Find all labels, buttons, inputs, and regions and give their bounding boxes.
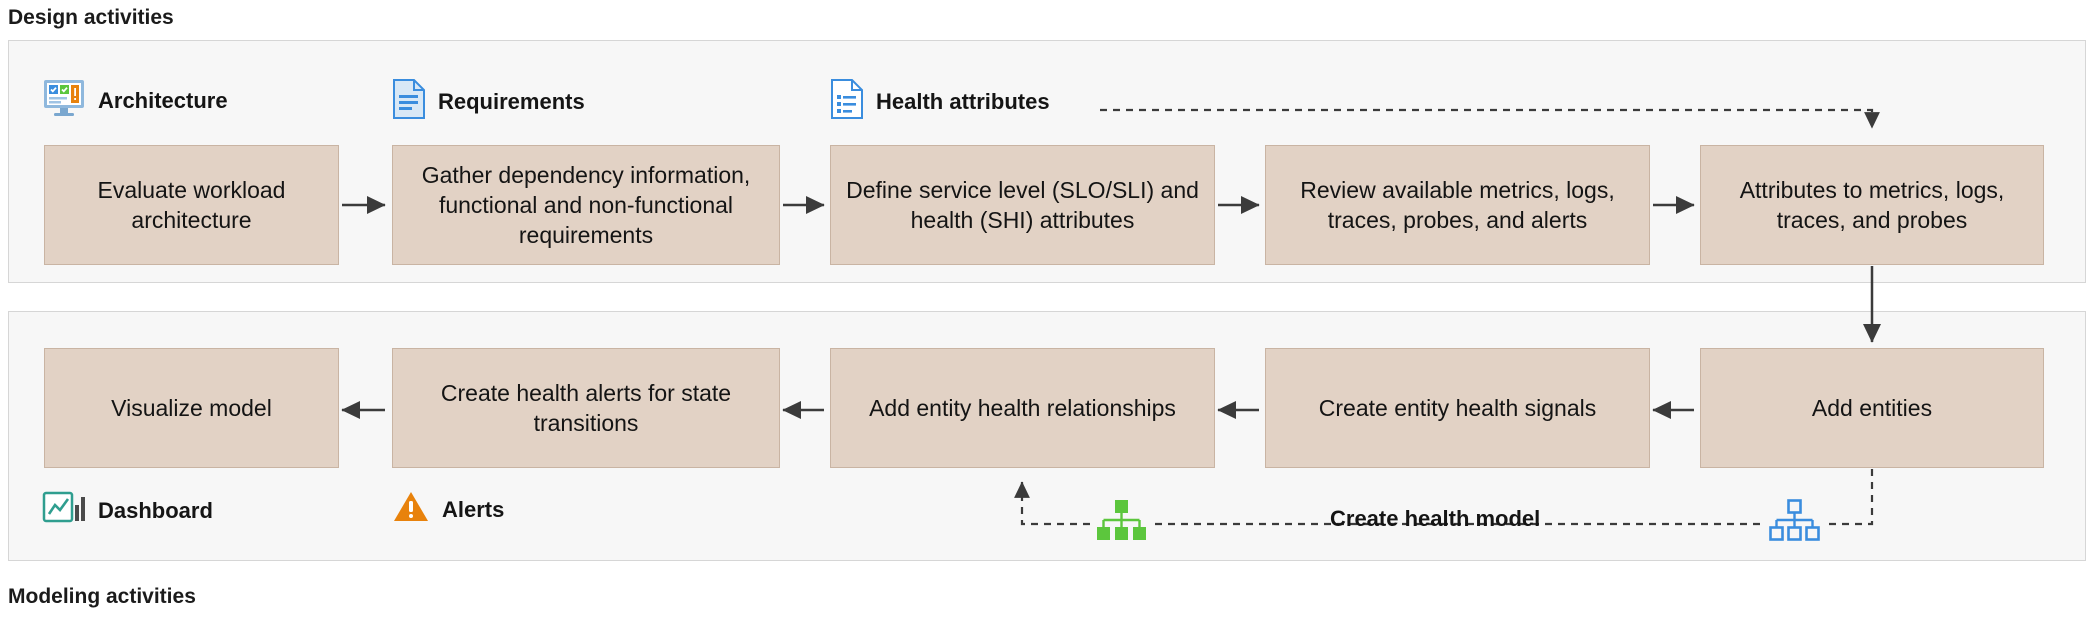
- create-health-model-label-group: [1330, 506, 1540, 532]
- dashboard-label: Dashboard: [98, 497, 213, 523]
- health-attributes-label: Health attributes: [876, 88, 1050, 114]
- step-attributes-to-metrics: Attributes to metrics, logs, traces, and probes: [1700, 145, 2044, 265]
- monitor-checklist-icon: [42, 78, 86, 123]
- requirements-label: Requirements: [438, 88, 585, 114]
- step-evaluate-workload-architecture: Evaluate workload architecture: [44, 145, 339, 265]
- design-activities-caption: Design activities: [8, 6, 174, 29]
- step-review-available-metrics: Review available metrics, logs, traces, probes, and alerts: [1265, 145, 1650, 265]
- create-health-model-label: Create health model: [1330, 506, 1541, 531]
- hierarchy-blue-icon: [1768, 498, 1820, 547]
- chart-dashboard-icon: [42, 490, 86, 531]
- step-gather-dependency-information: Gather dependency information, functional and non-functional requirements: [392, 145, 780, 265]
- step-create-entity-health-signals: Create entity health signals: [1265, 348, 1650, 468]
- alerts-label: Alerts: [442, 496, 505, 522]
- hierarchy-green-icon: [1095, 498, 1147, 547]
- warning-triangle-icon: [392, 490, 430, 529]
- alerts-label-group: [392, 490, 504, 529]
- step-create-health-alerts: Create health alerts for state transitions: [392, 348, 780, 468]
- modeling-activities-caption: Modeling activities: [8, 585, 196, 608]
- step-define-service-level-attributes: Define service level (SLO/SLI) and health (SHI) attributes: [830, 145, 1215, 265]
- step-add-entities: Add entities: [1700, 348, 2044, 468]
- step-add-entity-health-relationships: Add entity health relationships: [830, 348, 1215, 468]
- step-visualize-model: Visualize model: [44, 348, 339, 468]
- document-list-icon: [830, 78, 864, 125]
- document-icon: [392, 78, 426, 125]
- dashboard-label-group: [42, 490, 213, 531]
- architecture-label-group: [42, 78, 228, 123]
- requirements-label-group: [392, 78, 585, 125]
- health-attributes-label-group: [830, 78, 1050, 125]
- architecture-label: Architecture: [98, 87, 228, 113]
